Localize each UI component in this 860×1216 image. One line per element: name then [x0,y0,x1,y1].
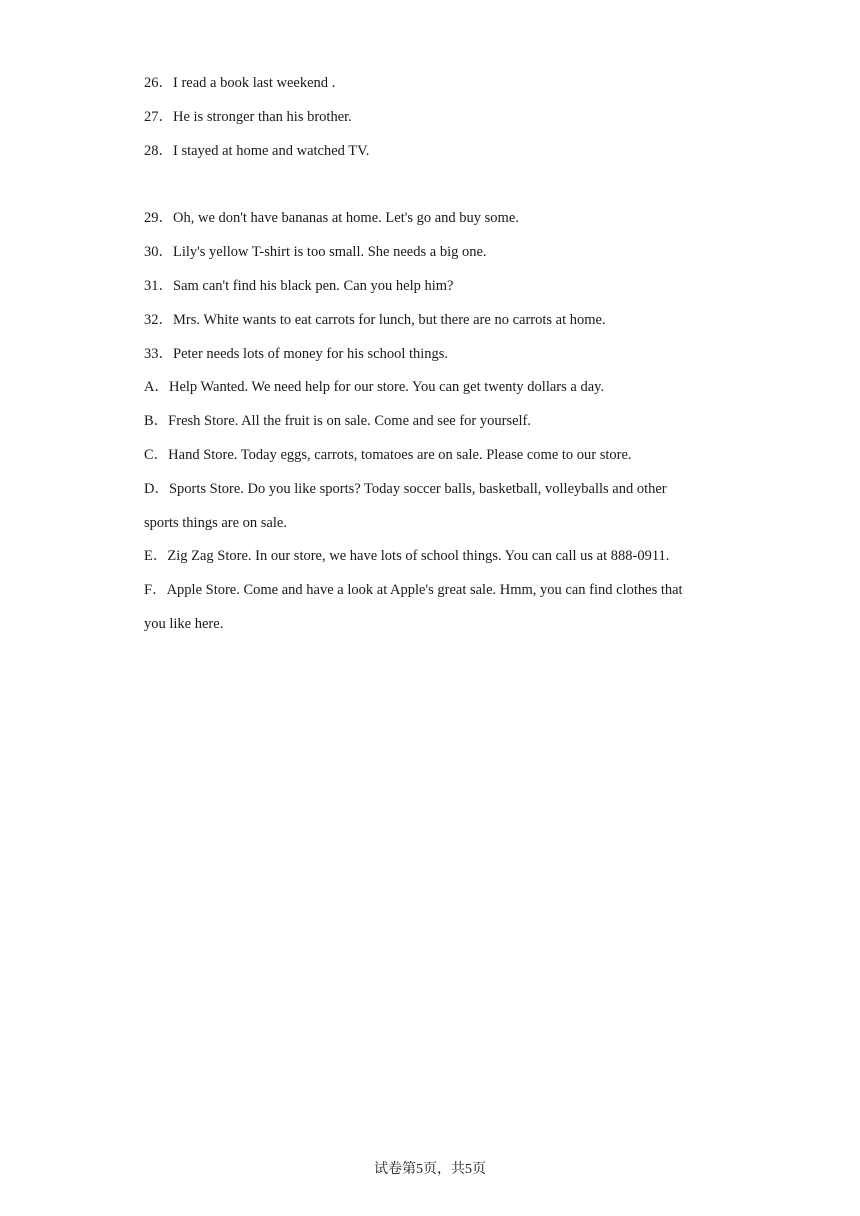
option-d: D．Sports Store. Do you like sports? Today soccer balls, basketball, volleyballs and other [144,481,667,497]
option-f-continued: you like here. [144,616,224,632]
question-30: 30．Lily's yellow T-shirt is too small. She needs a big one. [144,244,487,260]
option-c: C．Hand Store. Today eggs, carrots, tomatoes are on sale. Please come to our store. [144,447,632,463]
option-d-continued: sports things are on sale. [144,515,287,531]
question-33: 33．Peter needs lots of money for his school things. [144,346,449,362]
option-b: B．Fresh Store. All the fruit is on sale. Come and see for yourself. [144,413,532,429]
question-31: 31．Sam can't find his black pen. Can you help him? [144,278,454,294]
question-26: 26．I read a book last weekend . [144,75,336,91]
question-27: 27．He is stronger than his brother. [144,109,352,125]
option-e: E．Zig Zag Store. In our store, we have lots of school things. You can call us at 888-0911. [144,548,670,564]
question-32: 32．Mrs. White wants to eat carrots for lunch, but there are no carrots at home. [144,312,606,328]
option-a: A．Help Wanted. We need help for our store. You can get twenty dollars a day. [144,379,605,395]
question-28: 28．I stayed at home and watched TV. [144,143,370,159]
page-footer: 试卷第5页，共5页 [374,1162,486,1177]
option-f: F．Apple Store. Come and have a look at Apple's great sale. Hmm, you can find clothes that [144,582,683,598]
question-29: 29．Oh, we don't have bananas at home. Let's go and buy some. [144,210,519,226]
